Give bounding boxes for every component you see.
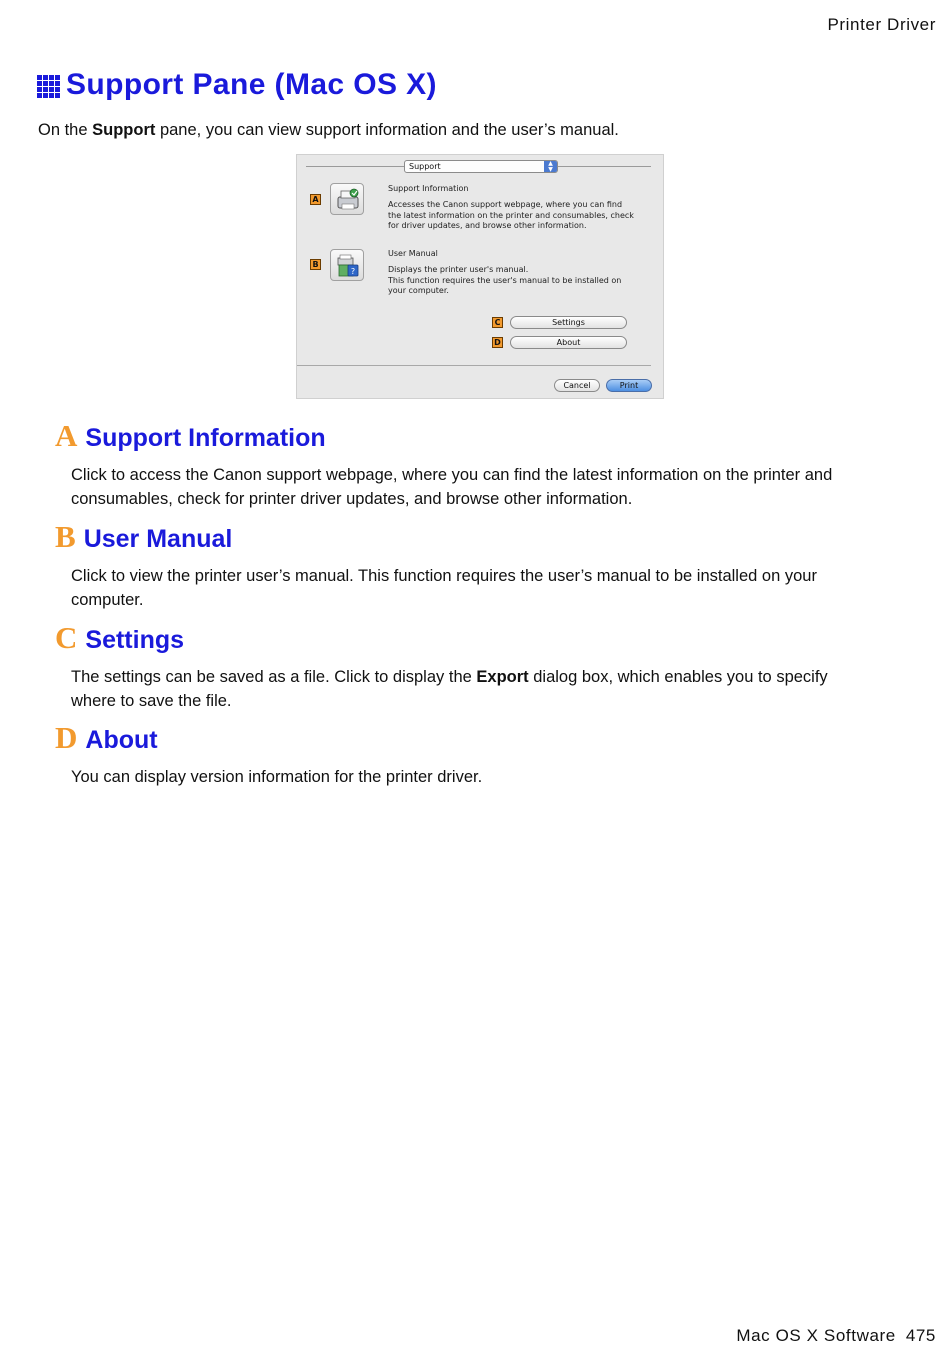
dropdown-arrows-icon: ▲ ▼ [544, 161, 557, 172]
support-info-desc-2: the latest information on the printer and consumables, check [388, 210, 634, 220]
marker-a: A [310, 194, 321, 205]
marker-c: C [492, 317, 503, 328]
running-header: Printer Driver [827, 15, 936, 34]
support-info-button[interactable] [330, 183, 364, 215]
section-heading [55, 720, 871, 756]
footer-section: Mac OS X Software [736, 1326, 896, 1345]
support-pane-dialog [296, 154, 664, 399]
intro-suffix: pane, you can view support information and the user’s manual. [155, 121, 619, 139]
print-button[interactable]: Print [606, 379, 652, 392]
section-title: Settings [85, 626, 185, 654]
section-letter: C [55, 620, 78, 655]
section-heading [55, 418, 871, 454]
section-about [55, 720, 871, 789]
pane-dropdown-value: Support [409, 162, 441, 171]
page-title-text: Support Pane (Mac OS X) [66, 68, 437, 101]
section-body: You can display version information for the printer driver. [71, 768, 483, 786]
settings-body-prefix: The settings can be saved as a file. Click to display the [71, 668, 477, 686]
section-title: User Manual [83, 525, 233, 553]
cancel-button[interactable]: Cancel [554, 379, 600, 392]
section-body: Click to view the printer user’s manual. This function requires the user’s manual to be installed on your computer. [71, 567, 817, 609]
support-info-icon [335, 187, 361, 213]
user-manual-button[interactable] [330, 249, 364, 281]
support-info-desc-1: Accesses the Canon support webpage, where you can find [388, 200, 623, 209]
user-manual-desc-3: your computer. [388, 286, 449, 296]
user-manual-desc-1: Displays the printer user's manual. [388, 265, 529, 274]
page-title [37, 68, 437, 102]
running-footer [736, 1326, 936, 1346]
support-info-desc-3: for driver updates, and browse other information. [388, 221, 587, 231]
marker-d: D [492, 337, 503, 348]
section-body [71, 665, 871, 713]
section-letter: D [55, 720, 78, 755]
intro-prefix: On the [38, 121, 93, 139]
settings-body-suffix: dialog box, which enables you to specify where to save the file. [71, 668, 828, 710]
section-settings [55, 620, 871, 713]
section-title: About [85, 726, 158, 754]
intro-paragraph [38, 121, 619, 140]
section-title: Support Information [85, 424, 326, 452]
about-button[interactable]: About [510, 336, 627, 349]
section-heading [55, 620, 871, 656]
user-manual-icon [335, 253, 361, 279]
intro-bold: Support [92, 121, 156, 139]
section-letter: A [55, 418, 78, 453]
marker-b: B [310, 259, 321, 270]
section-heading [55, 519, 871, 555]
section-user-manual [55, 519, 871, 612]
user-manual-desc-2: This function requires the user's manual to be installed on [388, 275, 622, 285]
page-number: 475 [905, 1326, 936, 1345]
svg-text:?: ? [350, 267, 356, 276]
export-bold: Export [476, 668, 529, 686]
pane-dropdown[interactable] [404, 160, 558, 173]
section-letter: B [55, 519, 76, 554]
grid-icon [37, 75, 60, 98]
section-body: Click to access the Canon support webpage, where you can find the latest information on the printer and consumables, check for printer driver updates, and browse other information. [71, 466, 833, 508]
user-manual-title: User Manual [388, 249, 438, 258]
support-info-title: Support Information [388, 184, 469, 193]
separator [297, 365, 651, 366]
settings-button[interactable]: Settings [510, 316, 627, 329]
section-support-information [55, 418, 871, 511]
